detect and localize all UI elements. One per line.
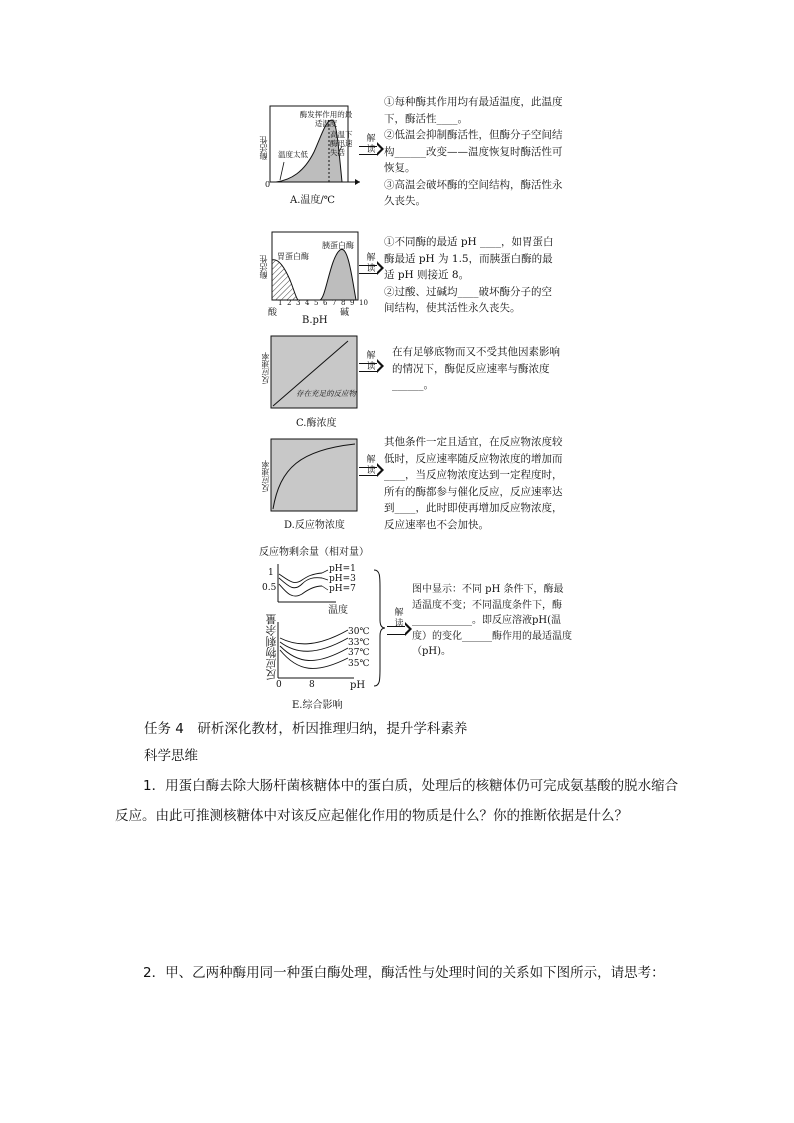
bottom-legend <box>348 627 370 669</box>
enzyme-concentration-chart <box>270 335 360 411</box>
panel-a-read-label: 解读 <box>366 134 376 155</box>
label-acid: 酸 <box>268 308 278 318</box>
leader-ph3 <box>322 578 328 580</box>
panel-c-read-label: 解读 <box>366 351 376 372</box>
top-xlabel: 温度 <box>328 605 348 616</box>
ph-tick: 7 <box>332 299 337 307</box>
legend-35c: 35℃ <box>348 658 370 669</box>
panel-b-note-1: ①不同酶的最适 pH ____，如胃蛋白酶最适 pH 为 1.5，而胰蛋白酶的最适 pH 则接近 8。 <box>384 236 554 281</box>
panel-a-x-arrow <box>355 179 360 185</box>
label-pepsin: 胃蛋白酶 <box>277 252 309 261</box>
panel-e-notes <box>412 582 572 660</box>
panel-b-note-2: ②过酸、过碱均____破坏酶分子的空间结构，使其活性永久丧失。 <box>384 285 552 314</box>
panel-e-note-1: 图中显示：不同 pH 条件下，酶最适温度不变；不同温度条件下，酶____________。即反应溶液pH(温度）的变化______酶作用的最适温度（pH)。 <box>412 584 572 657</box>
panel-b-notes <box>384 234 562 317</box>
panel-e-caption: E.综合影响 <box>292 700 343 711</box>
bottom-tick-8: 8 <box>309 680 315 690</box>
ph-tick: 6 <box>323 299 328 307</box>
ph-tick: 10 <box>359 299 368 307</box>
panel-c-ylabel: 反应速率 <box>261 352 270 384</box>
panel-d-notes <box>384 434 564 533</box>
top-curve-ph3 <box>279 578 322 588</box>
panel-d-note-1: 其他条件一定且适宜，在反应物浓度较低时，反应速率随反应物浓度的增加而____，当反应物浓度达到一定程度时，所有的酶都参与催化反应，反应速率达到____，此时即使再增加反应物浓度，反应速率也不会加快。 <box>384 436 563 531</box>
bottom-curve-33 <box>280 638 348 651</box>
panel-b-caption: B.pH <box>302 315 328 326</box>
legend-37c: 37℃ <box>348 648 370 658</box>
panel-a-note-1: ①每种酶其作用均有最适温度，此温度下，酶活性____。 <box>384 96 563 125</box>
panel-e-title: 反应物剩余量（相对量） <box>259 547 369 558</box>
leader-ph1 <box>322 570 328 573</box>
low-temp-pointer <box>280 162 284 180</box>
label-trypsin: 胰蛋白酶 <box>322 241 354 250</box>
ph-tick: 5 <box>314 299 319 307</box>
top-tick-1: 1 <box>268 568 274 578</box>
panel-c-caption: C.酶浓度 <box>296 418 337 429</box>
panel-c-notes <box>392 344 562 394</box>
question-2: 2．甲、乙两种酶用同一种蛋白酶处理，酶活性与处理时间的关系如下图所示，请思考： <box>143 965 665 981</box>
top-legend <box>329 564 356 594</box>
substrate-concentration-chart <box>270 438 360 514</box>
panel-d-frame <box>271 439 357 511</box>
panel-a-note-3: ③高温会破坏酶的空间结构，酶活性永久丧失。 <box>384 178 563 207</box>
question-1: 1．用蛋白酶去除大肠杆菌核糖体中的蛋白质，处理后的核糖体仍可完成氨基酸的脱水缩合反应。由此可推测核糖体中对该反应起催化作用的物质是什么？你的推断依据是什么？ <box>115 778 679 824</box>
panel-a-ylabel: 酶活性 <box>259 136 268 160</box>
panel-a-notes <box>384 94 564 210</box>
panel-a-note-2: ②低温会抑制酶活性，但酶分子空间结构______改变——温度恢复时酶活性可恢复。 <box>384 129 563 174</box>
annot-low: 温度太低 <box>278 150 308 159</box>
legend-ph3: pH=3 <box>329 574 356 584</box>
legend-ph1: pH=1 <box>329 564 356 574</box>
panel-c-inner-label: 存在充足的反应物 <box>296 389 356 398</box>
panel-a-caption: A.温度/℃ <box>290 195 335 206</box>
top-tick-05: 0.5 <box>262 583 277 593</box>
combined-bottom-chart <box>276 620 356 682</box>
bottom-ylabel: 反应物剩余量 <box>265 614 278 680</box>
legend-ph7: pH=7 <box>329 584 356 594</box>
ph-tick: 8 <box>341 299 346 307</box>
panel-d-ylabel: 反应速率 <box>261 460 270 492</box>
ph-tick: 2 <box>287 299 292 307</box>
panel-e-read-label: 解读 <box>394 608 404 629</box>
ph-tick: 3 <box>296 299 301 307</box>
bottom-xlabel: pH <box>350 680 366 691</box>
leader-ph7 <box>322 586 328 590</box>
annot-optimum: 酶发挥作用的最适温度 <box>299 110 353 128</box>
ph-tick: 9 <box>350 299 355 307</box>
panel-b-ylabel: 酶活性 <box>259 255 268 279</box>
panel-d-read-label: 解读 <box>366 455 376 476</box>
panel-c-note-1: 在有足够底物而又不受其他因素影响的情况下，酶促反应速率与酶浓度______。 <box>392 346 560 391</box>
trypsin-curve <box>320 249 356 300</box>
label-base: 碱 <box>340 308 350 318</box>
brace <box>372 568 386 688</box>
legend-30c: 30℃ <box>348 627 370 637</box>
panel-d-caption: D.反应物浓度 <box>284 520 345 531</box>
bottom-origin: 0 <box>276 680 282 690</box>
panel-b-read-label: 解读 <box>366 253 376 274</box>
ph-ticks <box>278 299 368 307</box>
panel-a-origin: 0 <box>265 180 271 189</box>
bottom-curve-30 <box>280 630 348 644</box>
task-heading: 任务 4 研析深化教材，析因推理归纳，提升学科素养 <box>144 721 468 737</box>
ph-tick: 1 <box>278 299 283 307</box>
annot-high: 高温下酶迅速失活 <box>330 130 353 157</box>
pepsin-curve <box>272 260 298 300</box>
ph-tick: 4 <box>305 299 310 307</box>
legend-33c: 33℃ <box>348 637 370 648</box>
section-label: 科学思维 <box>144 748 198 764</box>
